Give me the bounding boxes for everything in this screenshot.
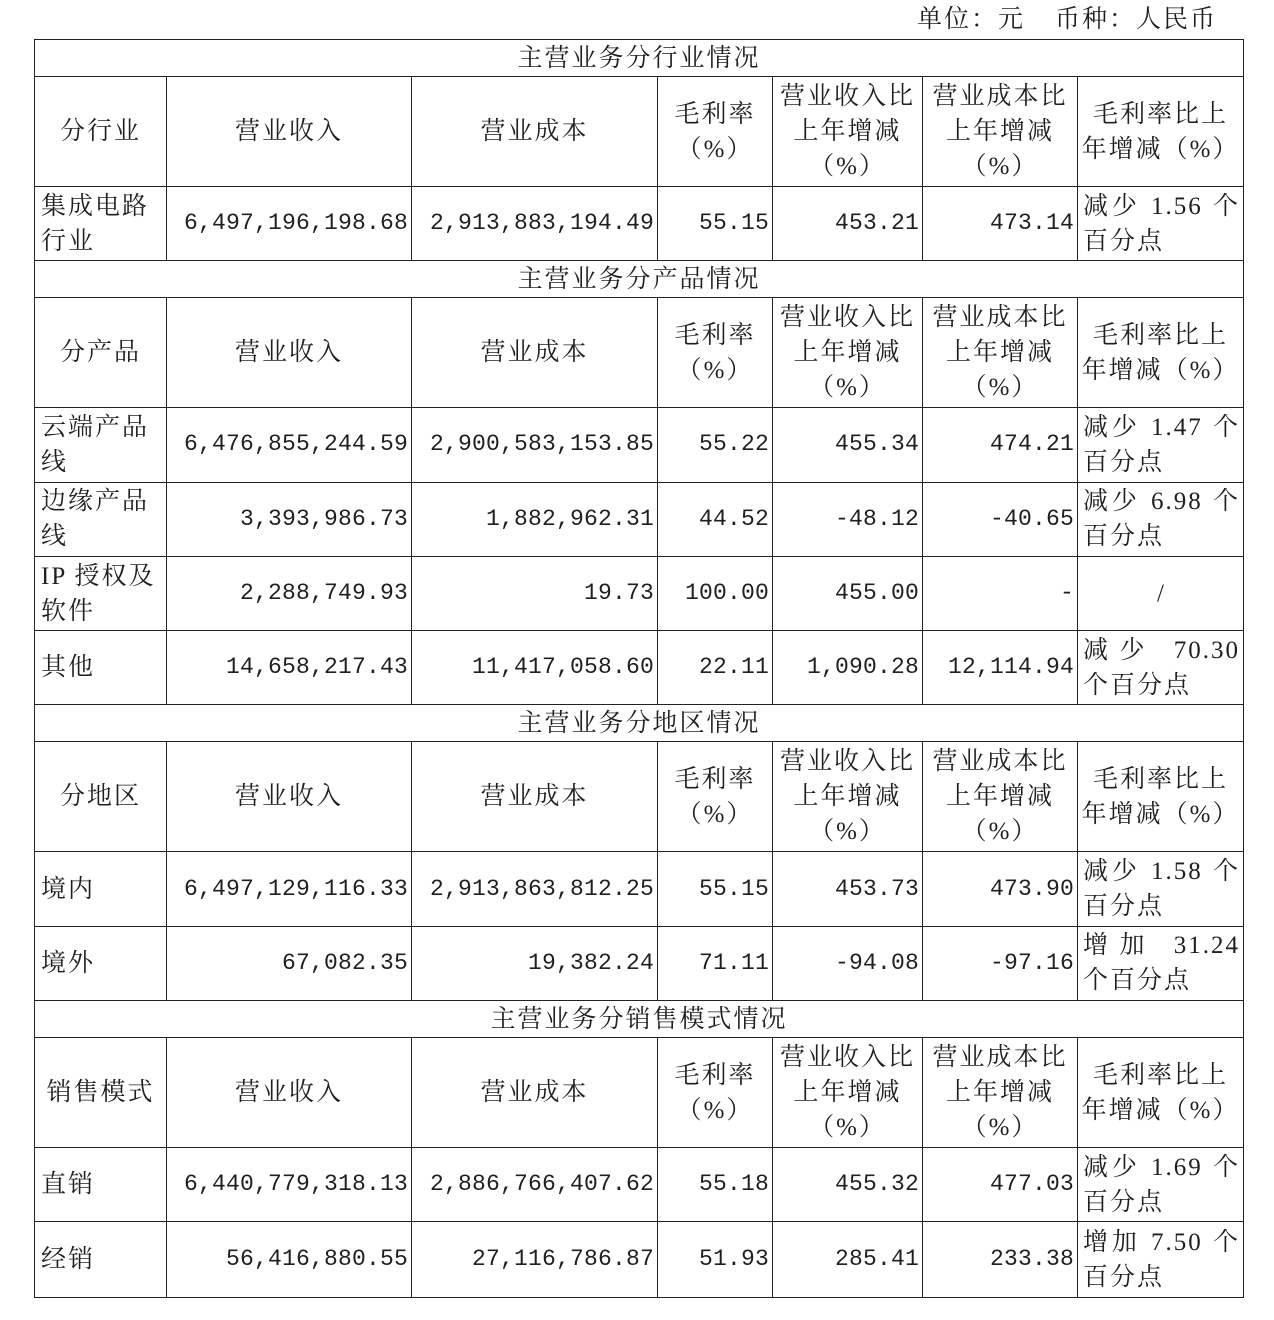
header-gross-margin-change: 毛利率比上 年增减（%） <box>1081 100 1240 163</box>
cell-cost: 11,417,058.60 <box>412 631 658 704</box>
cell-revenue-change: 453.73 <box>773 852 923 925</box>
cell-cost-change: 12,114.94 <box>923 631 1078 704</box>
financial-table <box>34 39 1244 1298</box>
cell-gross-margin-change: 减少 1.58 个百分点 <box>1083 858 1240 921</box>
cell-revenue-change: 455.34 <box>773 408 923 481</box>
header-cost: 营业成本 <box>412 742 658 851</box>
cell-cost: 2,913,883,194.49 <box>412 187 658 260</box>
cell-category: IP 授权及软件 <box>35 557 167 630</box>
header-row <box>35 77 1243 187</box>
cell-cost: 1,882,962.31 <box>412 483 658 556</box>
cell-gross-margin-change: 增加 31.24 个百分点 <box>1083 932 1240 995</box>
header-category: 销售模式 <box>35 1038 167 1147</box>
cell-cost-change: 233.38 <box>923 1222 1078 1296</box>
cell-revenue-change: -94.08 <box>773 927 923 1000</box>
header-cost: 营业成本 <box>412 298 658 407</box>
cell-revenue: 67,082.35 <box>167 927 412 1000</box>
cell-gross-margin: 22.11 <box>658 631 773 704</box>
cell-revenue: 6,497,196,198.68 <box>167 187 412 260</box>
cell-category: 境外 <box>35 927 167 1000</box>
table-row <box>35 1148 1243 1222</box>
cell-revenue: 14,658,217.43 <box>167 631 412 704</box>
cell-revenue-change: 455.00 <box>773 557 923 630</box>
cell-category: 云端产品线 <box>35 408 167 481</box>
cell-gross-margin: 100.00 <box>658 557 773 630</box>
currency-label: 币种：人民币 <box>1054 6 1217 33</box>
section-by-industry <box>35 40 1243 261</box>
header-cost-change: 营业成本比 上年增减 （%） <box>923 1038 1078 1147</box>
cell-revenue: 6,497,129,116.33 <box>167 852 412 925</box>
cell-revenue-change: 285.41 <box>773 1222 923 1296</box>
header-cost-change: 营业成本比 上年增减 （%） <box>923 77 1078 186</box>
section-title: 主营业务分行业情况 <box>35 40 1243 77</box>
cell-revenue-change: 453.21 <box>773 187 923 260</box>
header-cost: 营业成本 <box>412 1038 658 1147</box>
cell-gross-margin-change: 减少 1.47 个百分点 <box>1083 413 1240 476</box>
table-row <box>35 1222 1243 1296</box>
cell-gross-margin: 51.93 <box>658 1222 773 1296</box>
table-row <box>35 631 1243 705</box>
section-by-region <box>35 705 1243 1001</box>
cell-cost-change: -40.65 <box>923 483 1078 556</box>
header-category: 分产品 <box>35 298 167 407</box>
header-revenue: 营业收入 <box>167 1038 412 1147</box>
cell-cost-change: 477.03 <box>923 1148 1078 1221</box>
cell-revenue-change: 1,090.28 <box>773 631 923 704</box>
header-row <box>35 742 1243 852</box>
cell-gross-margin: 55.15 <box>658 852 773 925</box>
header-gross-margin-change: 毛利率比上 年增减（%） <box>1081 765 1240 828</box>
header-revenue: 营业收入 <box>167 742 412 851</box>
cell-revenue: 3,393,986.73 <box>167 483 412 556</box>
cell-revenue: 6,440,779,318.13 <box>167 1148 412 1221</box>
cell-cost: 2,913,863,812.25 <box>412 852 658 925</box>
table-row <box>35 852 1243 926</box>
cell-cost-change: - <box>923 557 1078 630</box>
cell-cost: 19,382.24 <box>412 927 658 1000</box>
cell-cost: 27,116,786.87 <box>412 1222 658 1296</box>
cell-revenue: 56,416,880.55 <box>167 1222 412 1296</box>
header-gross-margin: 毛利率 （%） <box>658 742 773 851</box>
header-gross-margin-change: 毛利率比上 年增减（%） <box>1081 321 1240 384</box>
header-gross-margin: 毛利率 （%） <box>658 1038 773 1147</box>
cell-cost-change: 473.14 <box>923 187 1078 260</box>
cell-gross-margin: 55.15 <box>658 187 773 260</box>
header-cost-change: 营业成本比 上年增减 （%） <box>923 298 1078 407</box>
header-revenue-change: 营业收入比 上年增减 （%） <box>773 742 923 851</box>
header-gross-margin: 毛利率 （%） <box>658 298 773 407</box>
cell-category: 边缘产品线 <box>35 483 167 556</box>
section-by-product <box>35 261 1243 705</box>
section-title: 主营业务分地区情况 <box>35 705 1243 742</box>
table-row <box>35 408 1243 482</box>
section-title: 主营业务分销售模式情况 <box>35 1001 1243 1038</box>
header-revenue: 营业收入 <box>167 77 412 186</box>
section-title: 主营业务分产品情况 <box>35 261 1243 298</box>
cell-revenue-change: -48.12 <box>773 483 923 556</box>
cell-cost-change: 473.90 <box>923 852 1078 925</box>
cell-gross-margin-change: 减少 1.69 个百分点 <box>1083 1153 1240 1216</box>
cell-gross-margin-change: 减少 1.56 个百分点 <box>1083 192 1240 255</box>
header-category: 分地区 <box>35 742 167 851</box>
cell-cost: 2,886,766,407.62 <box>412 1148 658 1221</box>
cell-gross-margin: 44.52 <box>658 483 773 556</box>
header-row <box>35 1038 1243 1148</box>
cell-cost: 2,900,583,153.85 <box>412 408 658 481</box>
cell-gross-margin-change: 减少 6.98 个百分点 <box>1083 488 1240 551</box>
unit-label: 单位：元 <box>916 6 1025 33</box>
cell-category: 经销 <box>35 1222 167 1296</box>
section-by-sales-model <box>35 1001 1243 1297</box>
cell-cost-change: -97.16 <box>923 927 1078 1000</box>
unit-currency-line <box>917 2 1217 38</box>
header-row <box>35 298 1243 408</box>
cell-gross-margin-change: 减少 70.30 个百分点 <box>1083 636 1240 699</box>
header-category: 分行业 <box>35 77 167 186</box>
cell-revenue-change: 455.32 <box>773 1148 923 1221</box>
table-row <box>35 557 1243 631</box>
cell-gross-margin-change: 增加 7.50 个百分点 <box>1083 1228 1240 1291</box>
cell-cost-change: 474.21 <box>923 408 1078 481</box>
cell-gross-margin: 55.22 <box>658 408 773 481</box>
cell-category: 直销 <box>35 1148 167 1221</box>
header-revenue-change: 营业收入比 上年增减 （%） <box>773 77 923 186</box>
cell-revenue: 2,288,749.93 <box>167 557 412 630</box>
header-cost-change: 营业成本比 上年增减 （%） <box>923 742 1078 851</box>
header-gross-margin: 毛利率 （%） <box>658 77 773 186</box>
header-revenue-change: 营业收入比 上年增减 （%） <box>773 1038 923 1147</box>
table-row <box>35 927 1243 1001</box>
cell-category: 其他 <box>35 631 167 704</box>
header-gross-margin-change: 毛利率比上 年增减（%） <box>1081 1061 1240 1124</box>
table-row <box>35 187 1243 261</box>
cell-gross-margin: 71.11 <box>658 927 773 1000</box>
header-cost: 营业成本 <box>412 77 658 186</box>
cell-revenue: 6,476,855,244.59 <box>167 408 412 481</box>
cell-gross-margin-change: / <box>1157 580 1166 608</box>
cell-category: 集成电路行业 <box>35 187 167 260</box>
table-row <box>35 483 1243 557</box>
cell-cost: 19.73 <box>412 557 658 630</box>
cell-gross-margin: 55.18 <box>658 1148 773 1221</box>
header-revenue-change: 营业收入比 上年增减 （%） <box>773 298 923 407</box>
header-revenue: 营业收入 <box>167 298 412 407</box>
cell-category: 境内 <box>35 852 167 925</box>
